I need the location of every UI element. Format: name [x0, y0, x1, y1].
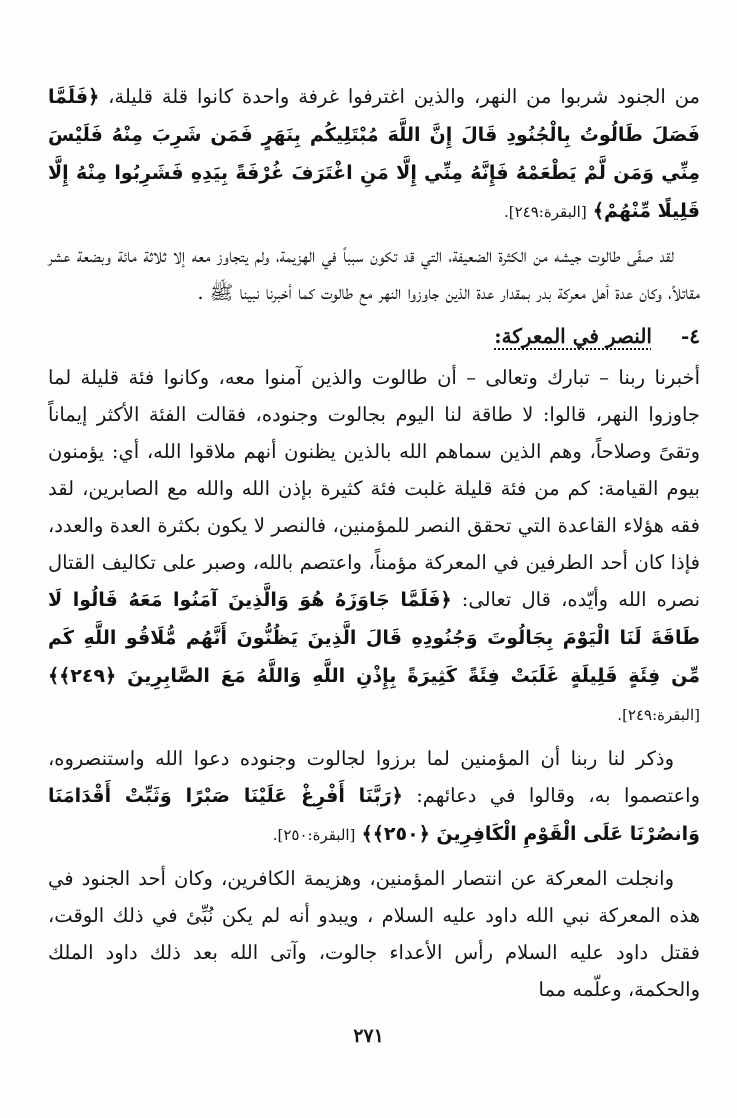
paragraph-4: [48, 740, 700, 854]
paragraph-5: [48, 860, 700, 1008]
paragraph-5-text: وانجلت المعركة عن انتصار المؤمنين، وهزيمة الكافرين، وكان أحد الجنود في هذه المعركة نبي الله داود عليه السلام ، ويبدو أنه لم يكن نُبِّئ في ذلك الوقت، فقتل داود عليه السلام رأس الأعداء جالوت، وآتى الله بعد ذلك داود الملك والحكمة، وعلّمه مما: [48, 867, 700, 1001]
verse-citation-1: [البقرة:٢٤٩].: [504, 203, 587, 221]
section-number: ٤-: [680, 324, 700, 348]
page-number: ٢٧١: [353, 1025, 384, 1047]
paragraph-2-text: لقد صفّى طالوت جيشه من الكثرة الضعيفة، التي قد تكون سبباً في الهزيمة، ولم يتجاوز معه إلا ثلاثة مائة وبضعة عشر مقاتلاً، وكان عدة أهل معركة بدر بمقدار عدة الذين جاوزوا النهر مع طالوت كما أخبرنا نبينا ﷺ .: [48, 244, 700, 304]
paragraph-2: [48, 237, 700, 311]
page-body: [48, 78, 700, 1014]
section-heading: [48, 317, 700, 355]
paragraph-1: [48, 78, 700, 231]
paragraph-1-text: من الجنود شربوا من النهر، والذين اغترفوا غرفة واحدة كانوا قلة قليلة،: [99, 85, 700, 108]
paragraph-3: [48, 359, 700, 734]
verse-citation-2: [البقرة:٢٤٩].: [617, 706, 700, 724]
section-title: النصر في المعركة:: [494, 324, 652, 348]
quran-verse-1: ﴿فَلَمَّا فَصَلَ طَالُوتُ بِالْجُنُودِ قَالَ إِنَّ اللَّهَ مُبْتَلِيكُم بِنَهَرٍ فَمَن شَرِبَ مِنْهُ فَلَيْسَ مِنِّي وَمَن لَّمْ يَطْعَمْهُ فَإِنَّهُ مِنِّي إِلَّا مَنِ اغْتَرَفَ غُرْفَةً بِيَدِهِ فَشَرِبُوا مِنْهُ إِلَّا قَلِيلًا مِّنْهُمْ﴾: [48, 86, 700, 222]
paragraph-4-text: وذكر لنا ربنا أن المؤمنين لما برزوا لجالوت وجنوده دعوا الله واستنصروه، واعتصموا به، وقالوا في دعائهم:: [48, 747, 700, 807]
verse-citation-3: [البقرة:٢٥٠].: [272, 826, 356, 844]
quran-verse-2: ﴿فَلَمَّا جَاوَزَهُ هُوَ وَالَّذِينَ آمَنُوا مَعَهُ قَالُوا لَا طَاقَةَ لَنَا الْيَوْمَ بِجَالُوتَ وَجُنُودِهِ قَالَ الَّذِينَ يَظُنُّونَ أَنَّهُم مُّلَاقُو اللَّهِ كَم مِّن فِئَةٍ قَلِيلَةٍ غَلَبَتْ فِئَةً كَثِيرَةً بِإِذْنِ اللَّهِ وَاللَّهُ مَعَ الصَّابِرِينَ ﴿٢٤٩﴾﴾: [48, 589, 700, 687]
quran-verse-3: ﴿رَبَّنَا أَفْرِغْ عَلَيْنَا صَبْرًا وَثَبِّتْ أَقْدَامَنَا وَانصُرْنَا عَلَى الْقَوْمِ الْكَافِرِينَ ﴿٢٥٠﴾﴾: [48, 785, 700, 845]
paragraph-3-text: أخبرنا ربنا – تبارك وتعالى – أن طالوت والذين آمنوا معه، وكانوا فئة قليلة لما جاوزوا النهر، قالوا: لا طاقة لنا اليوم بجالوت وجنوده، فقالت الفئة الأكثر إيماناً وتقىً وصلاحاً، وهم الذين سماهم الله بالذين يظنون أنهم ملاقوا الله، أي: يؤمنون بيوم القيامة: كم من فئة قليلة غلبت فئة كثيرة بإذن الله والله مع الصابرين، لقد فقه هؤلاء القاعدة التي تحقق النصر للمؤمنين، فالنصر لا يكون بكثرة العدة والعدد، فإذا كان أحد الطرفين في المعركة مؤمناً، واعتصم بالله، وصبر على تكاليف القتال نصره الله وأيّده، قال تعالى:: [48, 366, 700, 611]
